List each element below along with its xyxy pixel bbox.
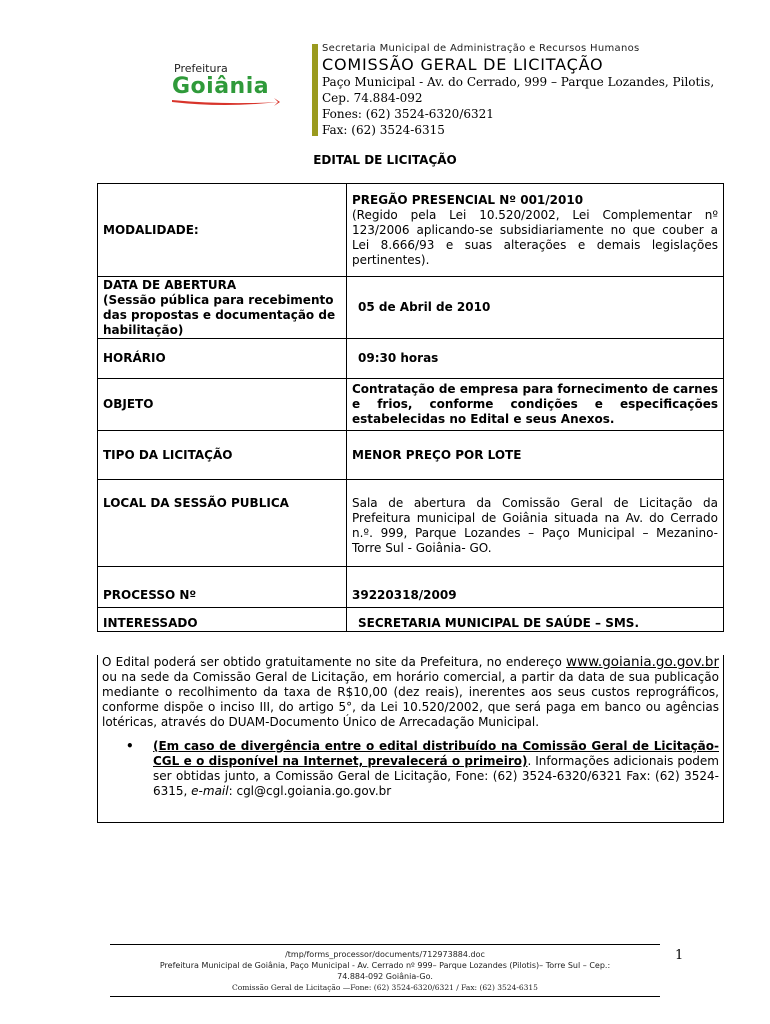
bullet-icon: • (126, 739, 134, 753)
header-accent-bar (312, 44, 318, 136)
page-footer (110, 949, 660, 993)
abertura-label-cell (98, 277, 347, 339)
row-horario (98, 339, 724, 379)
letterhead (322, 43, 762, 138)
footer-contacts: Comissão Geral de Licitação —Fone: (62) 3524-6320/6321 / Fax: (62) 3524-6315 (232, 983, 538, 992)
edital-body (97, 655, 724, 823)
modalidade-value: PREGÃO PRESENCIAL Nº 001/2010 (352, 192, 584, 207)
edital-summary-table (97, 183, 724, 632)
divergence-rest: . Informações adicionais podem ser obtidas junto, a Comissão Geral de Licitação, Fone: (62) 3524-6320/6321 Fax: (62) 3524-6315, (153, 754, 719, 798)
tipo-value: MENOR PREÇO POR LOTE (347, 431, 724, 480)
logo-swoosh-icon (170, 96, 282, 108)
abertura-sub: (Sessão pública para recebimento das propostas e documentação de habilitação) (103, 292, 336, 337)
secretaria-name: Secretaria Municipal de Administração e Recursos Humanos (322, 43, 640, 54)
email-label: e-mail (191, 784, 229, 798)
logo-top-text: Prefeitura (174, 62, 228, 75)
cgl-email-link[interactable]: : cgl@cgl.goiania.go.gov.br (228, 784, 392, 798)
footer-cep: 74.884-092 Goiânia-Go. (337, 972, 433, 981)
horario-label: HORÁRIO (98, 339, 347, 379)
modalidade-note: (Regido pela Lei 10.520/2002, Lei Complementar nº 123/2006 aplicando-se subsidiariamente no que couber a Lei 8.666/93 e suas alterações e demais legislações pertinentes). (352, 207, 718, 267)
divergence-bold: (Em caso de divergência entre o edital distribuído na Comissão Geral de Licitação-CGL e o disponível na Internet, prevalecerá o primeiro) (153, 739, 719, 768)
row-tipo (98, 431, 724, 480)
processo-label: PROCESSO Nº (98, 567, 347, 608)
horario-value: 09:30 horas (347, 339, 724, 379)
paragraph-start: O Edital poderá ser obtido gratuitamente no site da Prefeitura, no endereço (102, 655, 567, 669)
abertura-label: DATA DE ABERTURA (103, 277, 237, 292)
document-title: EDITAL DE LICITAÇÃO (313, 153, 457, 167)
footer-address: Prefeitura Municipal de Goiânia, Paço Municipal - Av. Cerrado nº 999– Parque Lozandes (Pilotis)– Torre Sul – Cep.: (159, 961, 611, 970)
abertura-value: 05 de Abril de 2010 (347, 277, 724, 339)
phones: Fones: (62) 3524-6320/6321 (322, 107, 494, 121)
modalidade-cell (347, 184, 724, 277)
prefeitura-site-link[interactable]: www.goiania.go.gov.br (566, 654, 719, 670)
objeto-value: Contratação de empresa para fornecimento de carnes e frios, conforme condições e especificações estabelecidas no Edital e seus Anexos. (347, 379, 724, 431)
comissao-name: COMISSÃO GERAL DE LICITAÇÃO (322, 55, 604, 74)
row-processo (98, 567, 724, 608)
footer-top-rule (110, 944, 660, 945)
paragraph-end: ou na sede da Comissão Geral de Licitação, em horário comercial, a partir da data de sua publicação mediante o recolhimento da taxa de R$10,00 (dez reais), inerentes aos seus custos reprográficos, conforme dispõe o inciso III, do artigo 5°, da Lei 10.520/2002, que será paga em banco ou agências lotéricas, através do DUAM-Documento Único de Arrecadação Municipal. (102, 670, 719, 729)
divergence-notice (126, 739, 719, 799)
row-local (98, 480, 724, 567)
footer-path: /tmp/forms_processor/documents/712973884.doc (285, 950, 485, 959)
row-interessado (98, 608, 724, 632)
edital-paragraph (102, 655, 719, 730)
logo-main-text: Goiânia (172, 74, 270, 99)
row-objeto (98, 379, 724, 431)
page-number: 1 (675, 948, 684, 963)
row-modalidade (98, 184, 724, 277)
interessado-label: INTERESSADO (98, 608, 347, 632)
footer-bottom-rule (110, 996, 660, 997)
objeto-label: OBJETO (98, 379, 347, 431)
local-value: Sala de abertura da Comissão Geral de Licitação da Prefeitura municipal de Goiânia situada na Av. do Cerrado n.º. 999, Parque Lozandes – Paço Municipal – Mezanino- Torre Sul - Goiânia- GO. (347, 480, 724, 567)
fax: Fax: (62) 3524-6315 (322, 123, 445, 137)
local-label: LOCAL DA SESSÃO PUBLICA (98, 480, 347, 567)
tipo-label: TIPO DA LICITAÇÃO (98, 431, 347, 480)
processo-value: 39220318/2009 (347, 567, 724, 608)
address-line-1: Paço Municipal - Av. do Cerrado, 999 – Parque Lozandes, Pilotis, (322, 75, 715, 89)
modalidade-label: MODALIDADE: (98, 184, 347, 277)
address-line-2: Cep. 74.884-092 (322, 91, 423, 105)
prefeitura-logo (170, 62, 285, 114)
row-abertura (98, 277, 724, 339)
interessado-value: SECRETARIA MUNICIPAL DE SAÚDE – SMS. (347, 608, 724, 632)
